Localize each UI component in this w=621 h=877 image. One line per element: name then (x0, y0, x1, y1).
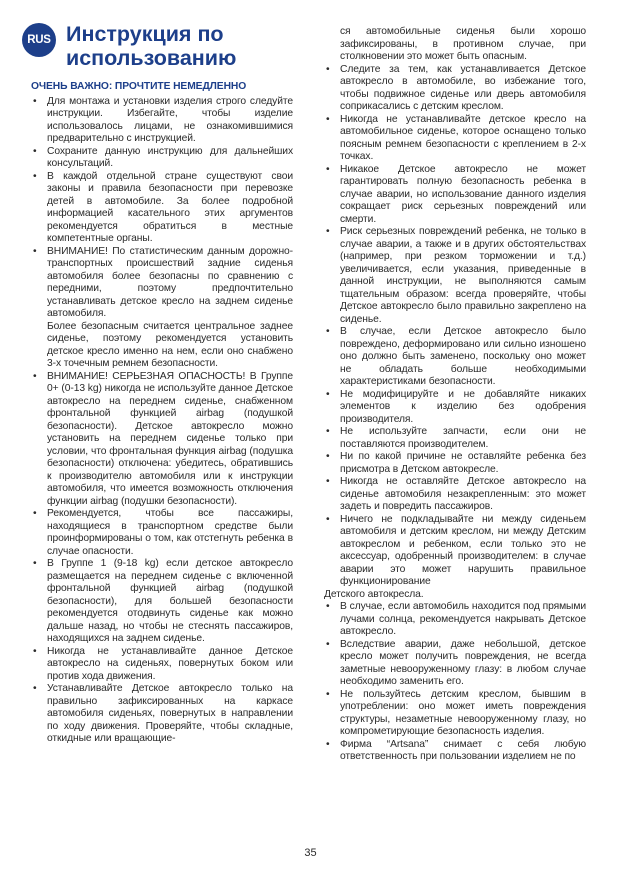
list-item: • Фирма “Artsana” снимает с себя любую ответственность при пользовании изделием не по (324, 739, 586, 764)
right-instructions-list (324, 26, 586, 589)
list-item: • Следите за тем, как устанавливается Детское автокресло в автомобиле, во избежание того, чтобы подвижное сиденье или дверь автомобиля соприкасались с детским креслом. (324, 64, 586, 114)
page-title-line-1: Инструкция по (66, 22, 224, 46)
page-title (66, 22, 236, 70)
list-item: • Рекомендуется, чтобы все пассажиры, находящиеся в транспортном средстве были проинформированы о том, как отстегнуть ребенка в случае опасности. (31, 508, 293, 558)
list-item: • Риск серьезных повреждений ребенка, не только в случае аварии, а также и в других обстоятельствах (например, при резком торможении и т.д.) увеличивается, если указания, приведенные в данной инструкции, не выполняются самым тщательным образом: всегда проверяйте, чтобы Детское автокресло было правильно закреплено на сиденье. (324, 226, 586, 326)
list-item: • В случае, если Детское автокресло было повреждено, деформировано или сильно изношено оно должно быть заменено, поскольку оно может не обладать больше необходимыми характеристиками безопасности. (324, 326, 586, 389)
list-item: • Никакое Детское автокресло не может гарантировать полную безопасность ребенка в случае аварии, но использование данного изделия сокращает риск серьезных повреждений или смерти. (324, 164, 586, 227)
list-item-tail: Детского автокресла. (324, 588, 424, 600)
right-column (324, 26, 586, 764)
left-column (31, 81, 293, 746)
list-item: • Вследствие аварии, даже небольшой, детское кресло может получить повреждения, не всегда заметные невооруженному глазу: в любом случае необходимо заменить его. (324, 639, 586, 689)
list-item: • Никогда не оставляйте Детское автокресло на сиденье автомобиля незакрепленным: это может задеть и повредить пассажиров. (324, 476, 586, 514)
list-item: • Сохраните данную инструкцию для дальнейших консультаций. (31, 146, 293, 171)
list-item: • В случае, если автомобиль находится под прямыми лучами солнца, рекомендуется накрывать Детское автокресло. (324, 601, 586, 639)
list-item: • Никогда не устанавливайте детское кресло на автомобильное сиденье, которое оснащено только поясным ремнем безопасности с креплением в 2-х точках. (324, 114, 586, 164)
list-item: • ВНИМАНИЕ! СЕРЬЕЗНАЯ ОПАСНОСТЬ! В Группе 0+ (0-13 kg) никогда не используйте данное Детское автокресло на переднем сиденье, снабженном фронтальной функцией airbag (подушкой безопасности). Детское автокресло можно установить на переднем сиденье только при условии, что фронтальная функция airbag (подушка безопасности) отключена: убедитесь, обратившись к производителю автомобиля или к инструкции автомобиля, что имеется возможность отключения функции airbag (подушки безопасности). (31, 371, 293, 509)
warning-heading: ОЧЕНЬ ВАЖНО: ПРОЧТИТЕ НЕМЕДЛЕННО (31, 81, 247, 92)
language-badge: RUS (22, 23, 56, 57)
list-item: • ВНИМАНИЕ! По статистическим данным дорожно-транспортных происшествий задние сиденья автомобиля более безопасны по сравнению с передними, поэтому предпочтительно устанавливать детское кресло на заднем сиденье автомобиля. (31, 246, 293, 321)
list-item: • Никогда не устанавливайте данное Детское автокресло на сиденьях, повернутых боком или против хода движения. (31, 646, 293, 684)
page-title-line-2: использованию (66, 46, 237, 70)
list-item: • Ни по какой причине не оставляйте ребенка без присмотра в Детском автокресле. (324, 451, 586, 476)
right-instructions-list-2 (324, 601, 586, 764)
list-item: • Ничего не подкладывайте ни между сиденьем автомобиля и детским креслом, ни между Детским автокреслом и ребенком, если только это не аксессуар, одобренный производителем: в случае аварии это может нарушить правильное функционирование (324, 514, 586, 589)
left-instructions-list (31, 96, 293, 746)
list-item: • Не модифицируйте и не добавляйте никаких элементов к изделию без одобрения производителя. (324, 389, 586, 427)
list-item: • Не используйте запчасти, если они не поставляются производителем. (324, 426, 586, 451)
page-number: 35 (304, 847, 317, 859)
list-item: • Для монтажа и установки изделия строго следуйте инструкции. Избегайте, чтобы изделие использовалось лицами, не ознакомившимися предварительно с инструкцией. (31, 96, 293, 146)
list-item: • Устанавливайте Детское автокресло только на правильно зафиксированных на каркасе автомобиля сиденьях, повернутых в направлении по ходу движения. Проверяйте, чтобы складные, откидные или вращающие- (31, 683, 293, 746)
list-item: • Не пользуйтесь детским креслом, бывшим в употреблении: оно может иметь повреждения структуры, незаметные невооруженному глазу, но компрометирующие безопасность изделия. (324, 689, 586, 739)
list-item: • В Группе 1 (9-18 kg) если детское автокресло размещается на переднем сиденье с включенной фронтальной функцией airbag (подушкой безопасности), для большей безопасности рекомендуется отодвинуть сиденье как можно дальше назад, но чтобы не стеснять пассажиров, находящихся на заднем сиденье. (31, 558, 293, 646)
list-item-continuation: ся автомобильные сиденья были хорошо зафиксированы, в противном случае, при столкновении это может быть опасным. (340, 26, 586, 62)
list-item: • В каждой отдельной стране существуют свои законы и правила безопасности при перевозке детей в автомобиле. За более подробной информацией касательного этих аргументов рекомендуется обратиться в местные компетентные органы. (31, 171, 293, 246)
list-item-continuation: Более безопасным считается центральное заднее сиденье, поэтому рекомендуется установить детское кресло именно на нем, если оно снабжено 3-х точечным ремнем безопасности. (47, 320, 293, 369)
